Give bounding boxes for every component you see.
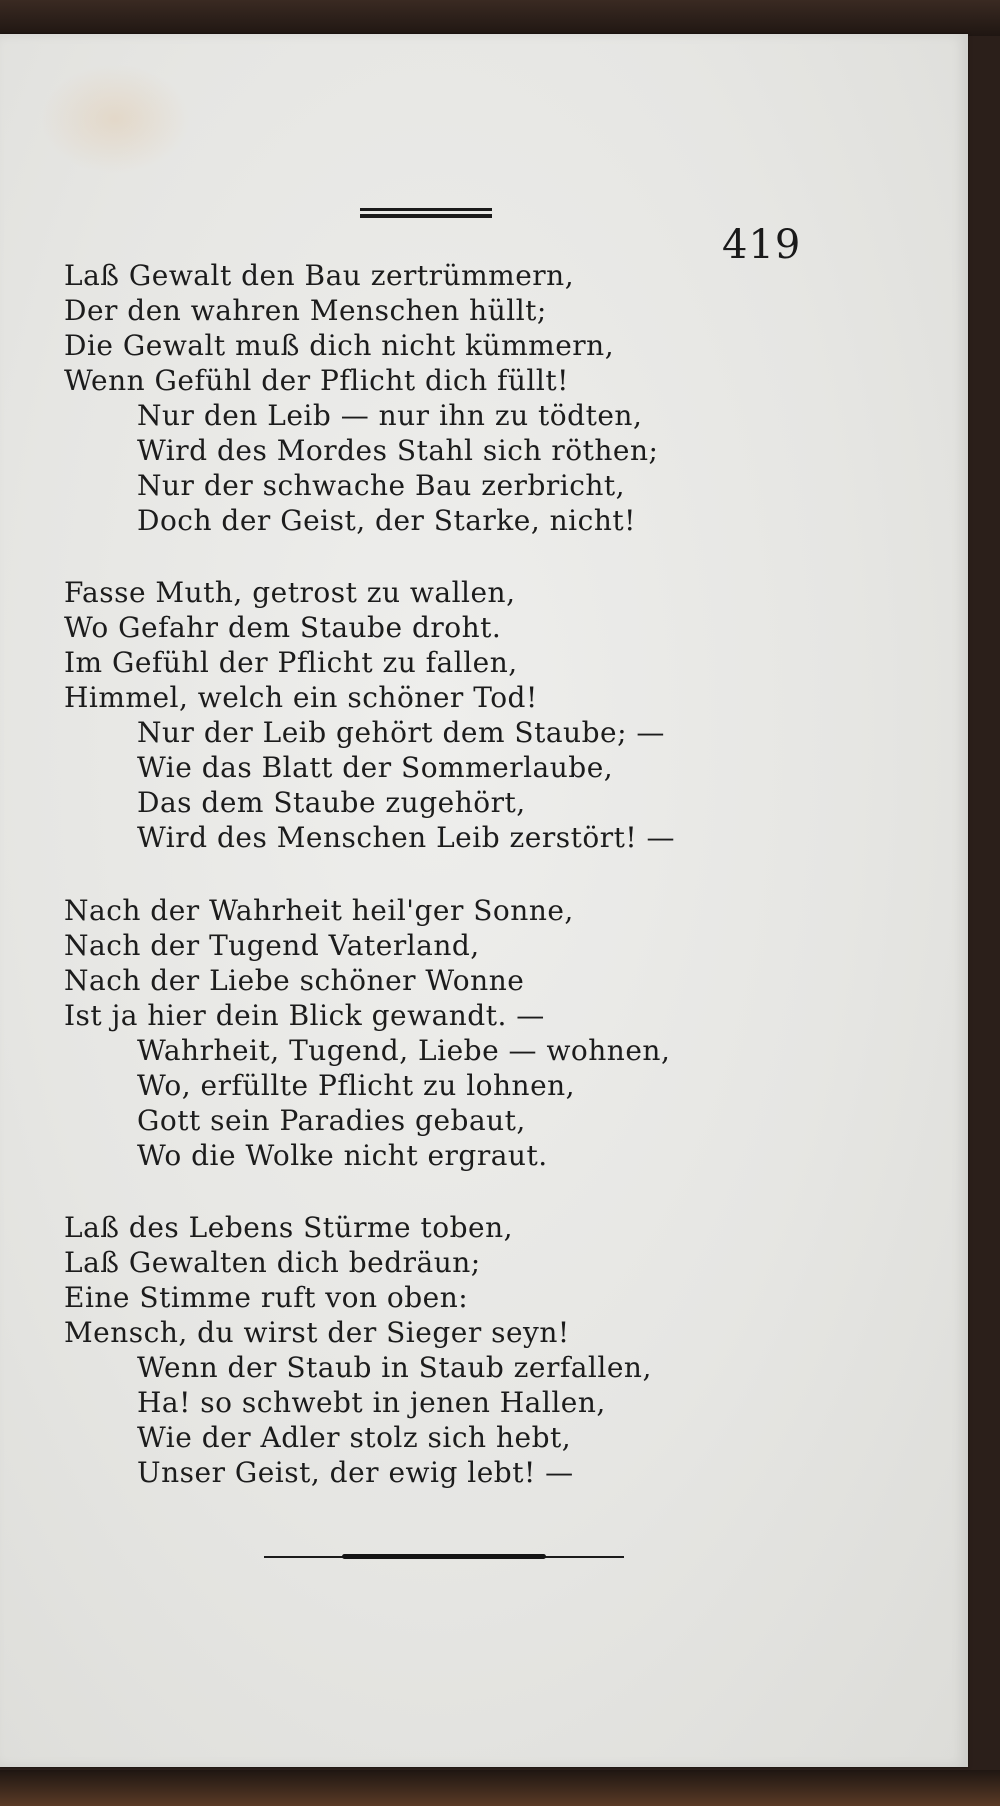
header-rule bbox=[360, 208, 492, 220]
page-number: 419 bbox=[722, 222, 802, 268]
verse-line: Mensch, du wirst der Sieger seyn! bbox=[64, 1316, 570, 1349]
verse-line: Doch der Geist, der Starke, nicht! bbox=[137, 504, 636, 537]
verse-line: Im Gefühl der Pflicht zu fallen, bbox=[64, 646, 518, 679]
verse-line: Nur der schwache Bau zerbricht, bbox=[137, 469, 626, 502]
stanza bbox=[64, 1210, 864, 1490]
verse-line: Der den wahren Menschen hüllt; bbox=[64, 294, 547, 327]
header-rule-line bbox=[360, 214, 492, 218]
verse-line: Gott sein Paradies gebaut, bbox=[137, 1104, 526, 1137]
verse-line: Nur den Leib — nur ihn zu tödten, bbox=[137, 399, 643, 432]
verse-line: Nur der Leib gehört dem Staube; — bbox=[137, 716, 665, 749]
verse-line: Wenn der Staub in Staub zerfallen, bbox=[137, 1351, 652, 1384]
verse-line: Das dem Staube zugehört, bbox=[137, 786, 526, 819]
stanza bbox=[64, 575, 864, 855]
verse-line: Wird des Menschen Leib zerstört! — bbox=[137, 821, 675, 854]
verse-line: Fasse Muth, getrost zu wallen, bbox=[64, 576, 516, 609]
stanza-gap bbox=[64, 1173, 864, 1210]
verse-line: Wenn Gefühl der Pflicht dich füllt! bbox=[64, 364, 569, 397]
verse-line: Laß des Lebens Stürme toben, bbox=[64, 1211, 514, 1244]
verse-line: Nach der Tugend Vaterland, bbox=[64, 929, 480, 962]
stanza-gap bbox=[64, 538, 864, 575]
stanza bbox=[64, 258, 864, 538]
book-binding-bottom bbox=[0, 1770, 1000, 1806]
verse-line: Wo die Wolke nicht ergraut. bbox=[137, 1139, 548, 1172]
page-stain bbox=[40, 64, 190, 174]
book-binding-top bbox=[0, 0, 1000, 36]
verse-line: Wo Gefahr dem Staube droht. bbox=[64, 611, 502, 644]
verse-line: Unser Geist, der ewig lebt! — bbox=[137, 1456, 574, 1489]
stanza-gap bbox=[64, 855, 864, 893]
verse-line: Laß Gewalt den Bau zertrümmern, bbox=[64, 259, 575, 292]
verse-line: Nach der Wahrheit heil'ger Sonne, bbox=[64, 894, 574, 927]
footer-rule bbox=[264, 1553, 624, 1561]
verse-line: Wie das Blatt der Sommerlaube, bbox=[137, 751, 614, 784]
verse-line: Ha! so schwebt in jenen Hallen, bbox=[137, 1386, 606, 1419]
verse-line: Ist ja hier dein Blick gewandt. — bbox=[64, 999, 545, 1032]
verse-line: Wo, erfüllte Pflicht zu lohnen, bbox=[137, 1069, 576, 1102]
verse-line: Himmel, welch ein schöner Tod! bbox=[64, 681, 538, 714]
verse-line: Laß Gewalten dich bedräun; bbox=[64, 1246, 481, 1279]
poem bbox=[64, 258, 864, 1490]
stanza bbox=[64, 893, 864, 1173]
verse-line: Nach der Liebe schöner Wonne bbox=[64, 964, 525, 997]
verse-line: Wahrheit, Tugend, Liebe — wohnen, bbox=[137, 1034, 671, 1067]
verse-line: Wird des Mordes Stahl sich röthen; bbox=[137, 434, 659, 467]
footer-rule-ornament bbox=[342, 1554, 546, 1559]
verse-line: Eine Stimme ruft von oben: bbox=[64, 1281, 469, 1314]
header-rule-line bbox=[360, 208, 492, 211]
verse-line: Wie der Adler stolz sich hebt, bbox=[137, 1421, 572, 1454]
verse-line: Die Gewalt muß dich nicht kümmern, bbox=[64, 329, 615, 362]
